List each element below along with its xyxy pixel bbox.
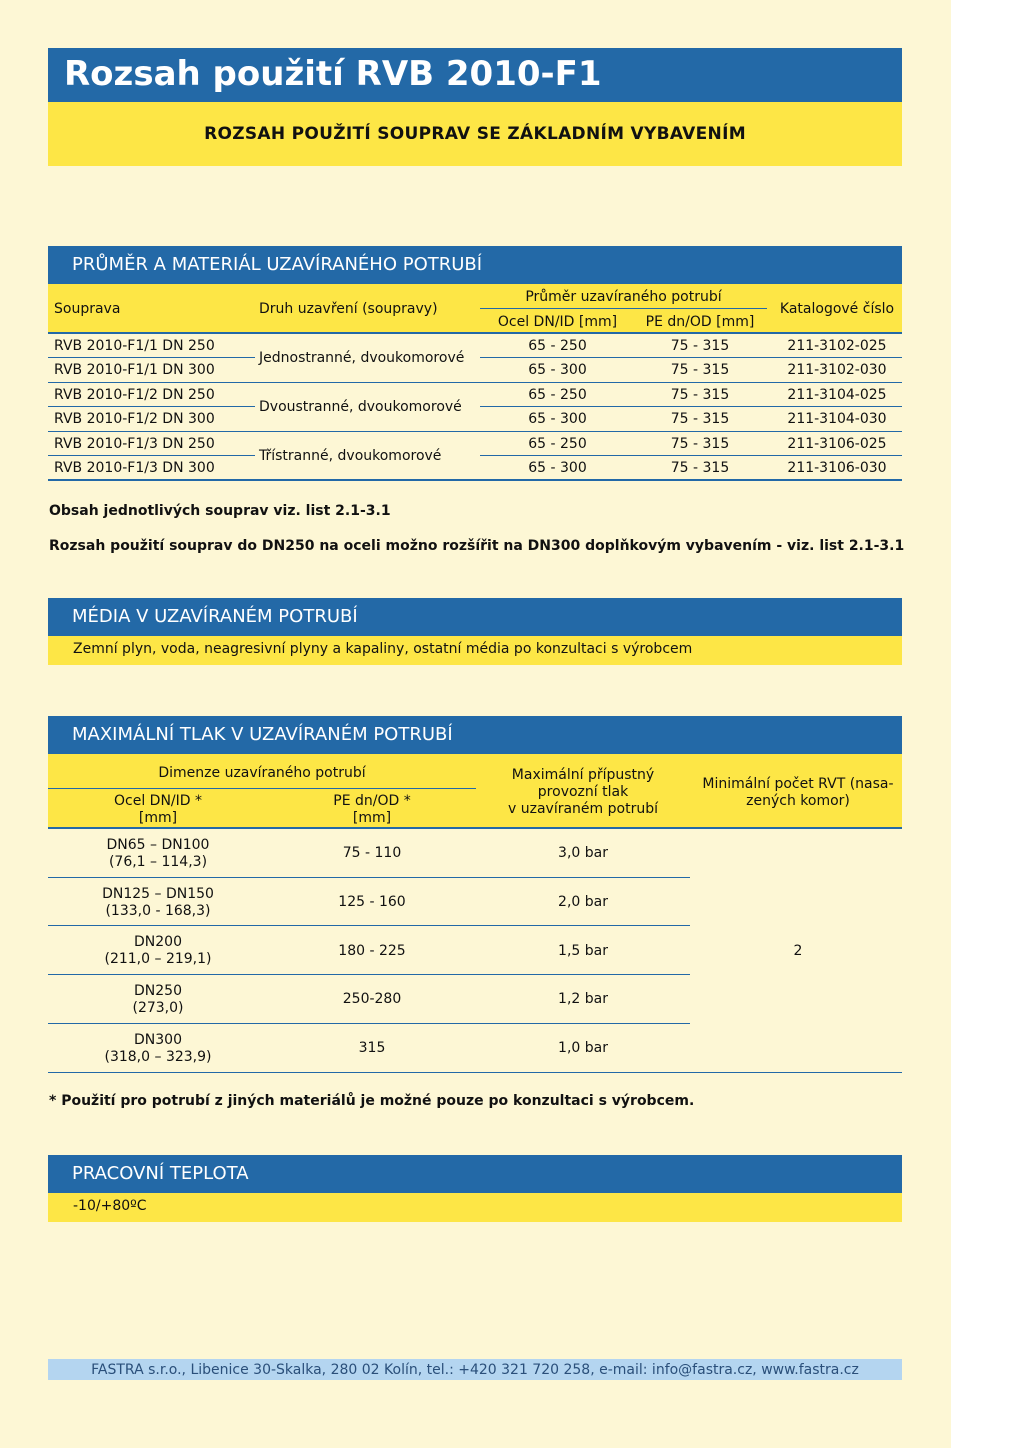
col-header-ocel-line2: [mm] bbox=[138, 810, 178, 826]
table-cell-ocel-mm: (211,0 – 219,1) bbox=[104, 951, 212, 967]
table-cell-ocel-dn: DN300 bbox=[134, 1032, 182, 1048]
table-cell-tlak: 1,0 bar bbox=[558, 1040, 608, 1056]
table-row-pe: 75 - 315 bbox=[670, 338, 730, 354]
col-header-druh: Druh uzavření (soupravy) bbox=[259, 301, 438, 317]
table-row-pe: 75 - 315 bbox=[670, 436, 730, 452]
table-row-souprava: RVB 2010-F1/2 DN 250 bbox=[54, 387, 215, 403]
table-row-souprava: RVB 2010-F1/3 DN 300 bbox=[54, 460, 215, 476]
section-media-title: MÉDIA V UZAVÍRANÉM POTRUBÍ bbox=[72, 606, 358, 627]
table-row-pe: 75 - 315 bbox=[670, 387, 730, 403]
table-row-ocel bbox=[48, 934, 268, 968]
group-label-2: Dvoustranné, dvoukomorové bbox=[259, 399, 462, 415]
table-cell-pe: 180 - 225 bbox=[338, 943, 406, 959]
table-row-katalog: 211-3102-025 bbox=[787, 338, 887, 354]
table-cell-pe: 125 - 160 bbox=[338, 894, 406, 910]
media-text: Zemní plyn, voda, neagresivní plyny a kapaliny, ostatní média po konzultaci s výrobcem bbox=[73, 641, 693, 657]
table-cell-tlak: 3,0 bar bbox=[558, 845, 608, 861]
table-row-souprava: RVB 2010-F1/1 DN 250 bbox=[54, 338, 215, 354]
subtitle-bar bbox=[48, 102, 902, 166]
table-row-pe: 75 - 315 bbox=[670, 460, 730, 476]
header-bottom-rule bbox=[48, 332, 902, 334]
table-row-ocel: 65 - 300 bbox=[528, 411, 587, 427]
table-row-ocel bbox=[48, 837, 268, 871]
col-header-ocel: Ocel DN/ID [mm] bbox=[497, 314, 618, 330]
table-row-souprava: RVB 2010-F1/3 DN 250 bbox=[54, 436, 215, 452]
col-header-tlak bbox=[476, 767, 690, 818]
table-cell-pe: 75 - 110 bbox=[342, 845, 402, 861]
table-cell-ocel-mm: (133,0 - 168,3) bbox=[105, 903, 211, 919]
page-footer bbox=[48, 1359, 902, 1380]
table-row-ocel: 65 - 300 bbox=[528, 460, 587, 476]
col-header-prumer: Průměr uzavíraného potrubí bbox=[525, 289, 722, 305]
header-divider bbox=[48, 788, 476, 789]
table-row-katalog: 211-3102-030 bbox=[787, 362, 887, 378]
page-title: Rozsah použití RVB 2010-F1 bbox=[64, 54, 602, 94]
temperature-body bbox=[48, 1193, 902, 1222]
table-cell-ocel-mm: (318,0 – 323,9) bbox=[104, 1049, 212, 1065]
table-row-souprava: RVB 2010-F1/1 DN 300 bbox=[54, 362, 215, 378]
table-row-katalog: 211-3104-030 bbox=[787, 411, 887, 427]
row-divider bbox=[480, 357, 902, 358]
table-cell-pe: 250-280 bbox=[342, 991, 402, 1007]
col-header-dimenze: Dimenze uzavíraného potrubí bbox=[158, 765, 366, 781]
table-row-ocel: 65 - 300 bbox=[528, 362, 587, 378]
table-cell-ocel-dn: DN125 – DN150 bbox=[102, 886, 214, 902]
table-cell-tlak: 1,2 bar bbox=[558, 991, 608, 1007]
col-header-rvt bbox=[694, 776, 902, 810]
table-row-ocel: 65 - 250 bbox=[528, 387, 587, 403]
table-cell-pe: 315 bbox=[358, 1040, 386, 1056]
col-header-pe-line1: PE dn/OD * bbox=[333, 793, 411, 809]
table-row-katalog: 211-3106-025 bbox=[787, 436, 887, 452]
col-header-pe bbox=[268, 793, 476, 827]
row-divider bbox=[480, 455, 902, 456]
table-cell-ocel-mm: (273,0) bbox=[132, 1000, 184, 1016]
table-cell-ocel-mm: (76,1 – 114,3) bbox=[108, 854, 208, 870]
col-header-tlak-line1: Maximální přípustný bbox=[511, 767, 655, 783]
group-divider bbox=[48, 431, 902, 432]
row-divider bbox=[48, 877, 690, 878]
section-temperature-header bbox=[48, 1155, 902, 1193]
temperature-text: -10/+80ºC bbox=[73, 1198, 147, 1214]
table-row-pe: 75 - 315 bbox=[670, 362, 730, 378]
table-cell-tlak: 2,0 bar bbox=[558, 894, 608, 910]
section-diameter-title: PRŮMĚR A MATERIÁL UZAVÍRANÉHO POTRUBÍ bbox=[72, 254, 483, 275]
table-row-katalog: 211-3104-025 bbox=[787, 387, 887, 403]
section-diameter-header bbox=[48, 246, 902, 284]
row-divider bbox=[48, 455, 255, 456]
col-header-tlak-line2: provozní tlak bbox=[537, 784, 629, 800]
row-divider bbox=[48, 1023, 690, 1024]
table-row-souprava: RVB 2010-F1/2 DN 300 bbox=[54, 411, 215, 427]
table-cell-rvt: 2 bbox=[793, 943, 803, 959]
page-subtitle: ROZSAH POUŽITÍ SOUPRAV SE ZÁKLADNÍM VYBAVENÍM bbox=[204, 124, 746, 144]
group-label-3: Třístranné, dvoukomorové bbox=[259, 448, 442, 464]
table-cell-ocel-dn: DN200 bbox=[134, 934, 182, 950]
table-row-ocel bbox=[48, 1032, 268, 1066]
note-contents: Obsah jednotlivých souprav viz. list 2.1-3.1 bbox=[49, 503, 391, 519]
row-divider bbox=[48, 406, 255, 407]
table-cell-ocel-dn: DN65 – DN100 bbox=[106, 837, 210, 853]
table-row-ocel bbox=[48, 983, 268, 1017]
media-body bbox=[48, 636, 902, 665]
table-row-ocel: 65 - 250 bbox=[528, 436, 587, 452]
table-row-ocel bbox=[48, 886, 268, 920]
table-bottom-rule bbox=[48, 479, 902, 481]
row-divider bbox=[48, 925, 690, 926]
table-bottom-rule bbox=[48, 1072, 902, 1073]
col-header-ocel-line1: Ocel DN/ID * bbox=[114, 793, 202, 809]
row-divider bbox=[48, 974, 690, 975]
col-header-ocel bbox=[48, 793, 268, 827]
col-header-pe: PE dn/OD [mm] bbox=[645, 314, 755, 330]
section-pressure-title: MAXIMÁLNÍ TLAK V UZAVÍRANÉM POTRUBÍ bbox=[72, 724, 453, 745]
col-header-rvt-line2: zených komor) bbox=[746, 793, 850, 809]
table-row-pe: 75 - 315 bbox=[670, 411, 730, 427]
header-bottom-rule bbox=[48, 827, 902, 829]
header-divider bbox=[480, 308, 767, 309]
section-temperature-title: PRACOVNÍ TEPLOTA bbox=[72, 1163, 249, 1184]
footnote-materials: * Použití pro potrubí z jiných materiálů je možné pouze po konzultaci s výrobcem. bbox=[49, 1093, 695, 1109]
table-row-katalog: 211-3106-030 bbox=[787, 460, 887, 476]
footer-contact: FASTRA s.r.o., Libenice 30-Skalka, 280 02 Kolín, tel.: +420 321 720 258, e-mail: info@fastra.cz, www.fastra.cz bbox=[91, 1361, 859, 1378]
col-header-katalog: Katalogové číslo bbox=[779, 301, 895, 317]
group-divider bbox=[48, 382, 902, 383]
col-header-souprava: Souprava bbox=[54, 301, 121, 317]
table-row-ocel: 65 - 250 bbox=[528, 338, 587, 354]
row-divider bbox=[480, 406, 902, 407]
title-bar bbox=[48, 48, 902, 102]
note-extension: Rozsah použití souprav do DN250 na oceli možno rozšířit na DN300 doplňkovým vybavením - viz. list 2.1-3.1 bbox=[49, 538, 905, 554]
row-divider bbox=[48, 357, 255, 358]
col-header-tlak-line3: v uzavíraném potrubí bbox=[508, 801, 658, 817]
group-label-1: Jednostranné, dvoukomorové bbox=[259, 350, 465, 366]
section-media-header bbox=[48, 598, 902, 636]
section-pressure-header bbox=[48, 716, 902, 754]
col-header-rvt-line1: Minimální počet RVT (nasa- bbox=[702, 776, 894, 792]
table-cell-tlak: 1,5 bar bbox=[558, 943, 608, 959]
col-header-pe-line2: [mm] bbox=[352, 810, 392, 826]
table-cell-ocel-dn: DN250 bbox=[134, 983, 182, 999]
